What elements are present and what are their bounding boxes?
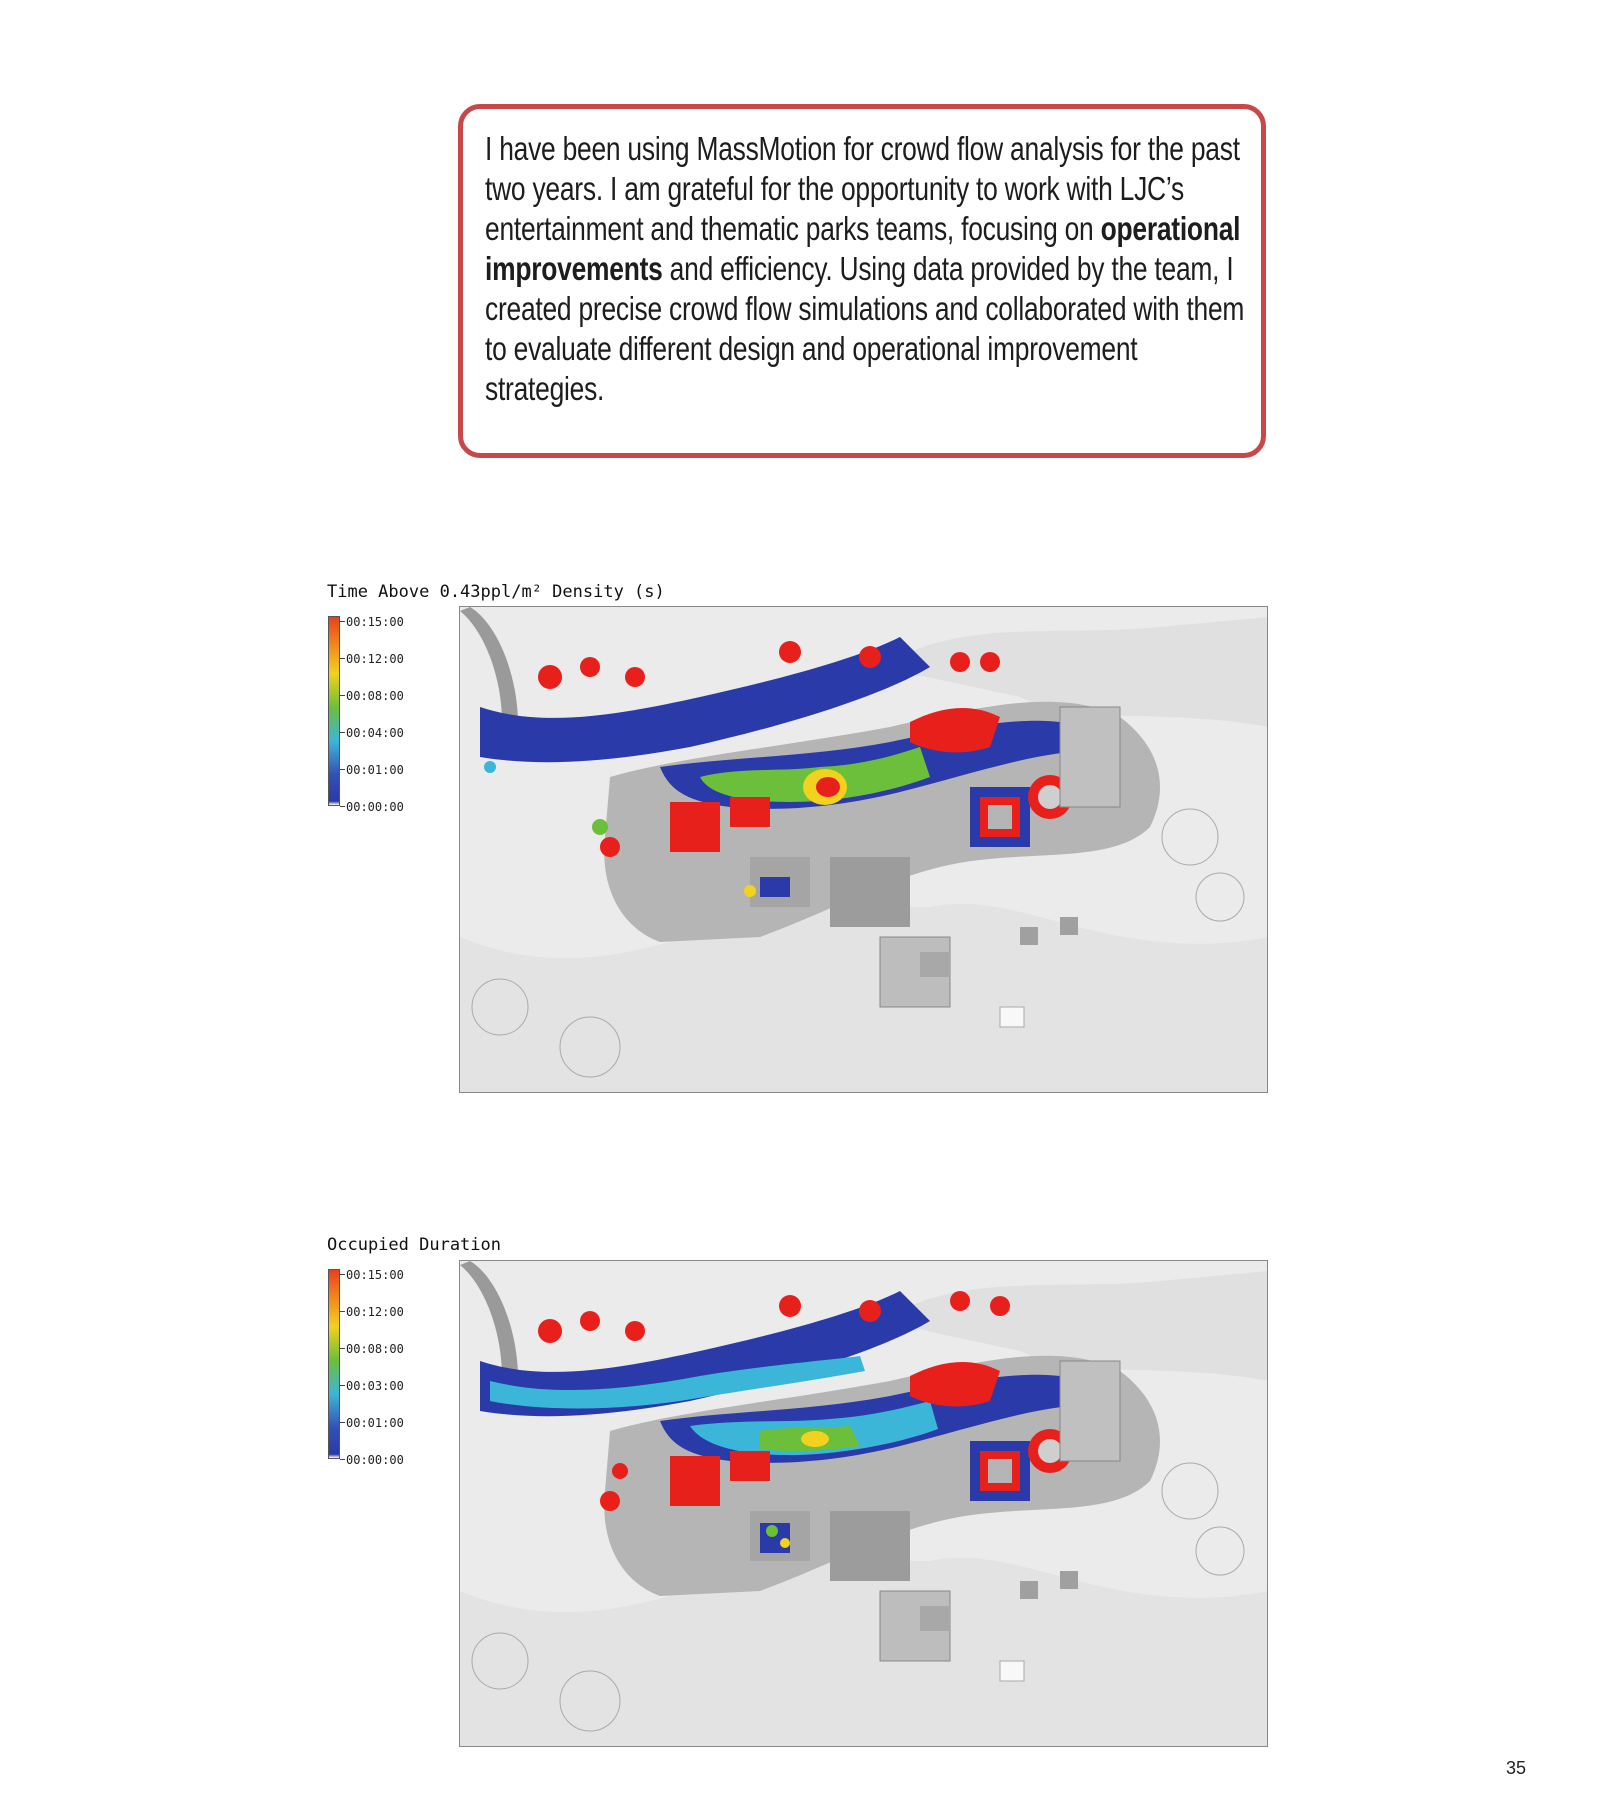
density-heatmap-plan [459, 606, 1268, 1093]
legend-tick: 00:12:00 [346, 652, 404, 666]
legend-tick: 00:01:00 [346, 1416, 404, 1430]
figure-1-legend [328, 615, 438, 814]
quote-text [485, 129, 1245, 409]
legend-tick: 00:00:00 [346, 800, 404, 814]
legend-colorbar [328, 616, 340, 806]
legend-tick: 00:01:00 [346, 763, 404, 777]
legend-tick: 00:15:00 [346, 615, 404, 629]
page-number: 35 [1505, 1758, 1526, 1778]
occupied-duration-plan [459, 1260, 1268, 1747]
figure-2-legend [328, 1268, 438, 1467]
figure-2-title: Occupied Duration [327, 1235, 501, 1255]
legend-colorbar [328, 1269, 340, 1459]
quote-text-bold: operational improvements [485, 210, 1241, 287]
legend-tick: 00:08:00 [346, 1342, 404, 1356]
legend-tick: 00:04:00 [346, 726, 404, 740]
legend-tick: 00:12:00 [346, 1305, 404, 1319]
site-plan-graphic [460, 607, 1268, 1093]
site-plan-graphic [460, 1261, 1268, 1747]
legend-tick: 00:00:00 [346, 1453, 404, 1467]
quote-text-end: and efficiency. Using data provided by the team, I created precise crowd flow simulations and collaborated with them to evaluate different design and operational improvement strategies. [485, 250, 1245, 407]
legend-tick: 00:15:00 [346, 1268, 404, 1282]
quote-text-start: I have been using MassMotion for crowd flow analysis for the past two years. I am grateful for the opportunity to work with LJC’s entertainment and thematic parks teams, focusing on [485, 130, 1240, 247]
legend-tick: 00:03:00 [346, 1379, 404, 1393]
quote-box [458, 104, 1266, 458]
legend-tick: 00:08:00 [346, 689, 404, 703]
figure-1-title: Time Above 0.43ppl/m² Density (s) [327, 582, 665, 602]
